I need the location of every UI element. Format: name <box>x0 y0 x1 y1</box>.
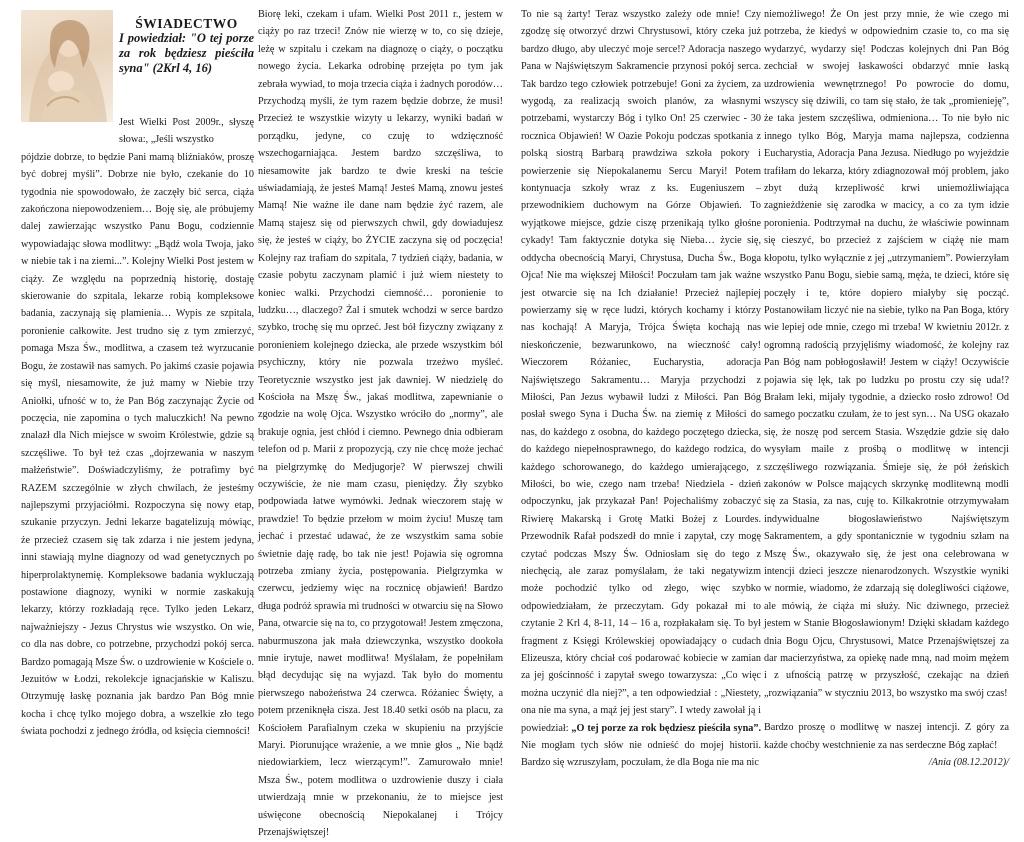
column-3 <box>521 6 761 772</box>
column-1 <box>21 6 254 741</box>
intro-text: Jest Wielki Post 2009r., słyszę słowa:, „Jeśli wszystko <box>119 117 254 146</box>
column-3-text-a: To nie są żarty! Teraz wszystko zależy ode mnie! Czy zgodzę się otworzyć drzwi Chrystusowi, który czeka już bardzo długo, aby uleczyć moje serce!? Adoracja naszego Pana w Najświętszym Sakramencie przynosi pokój serca. Tak bardzo tego człowiek potrzebuje! Goni za życiem, za wygodą, za realizacją swoich planów, za własnymi potrzebami, wystarczy Bóg i tylko On! 25 czerwiec - 30 rocznica Objawień! W Oazie Pokoju podczas spotkania z polską siostrą Barbarą prawdziwa szkoła pokory i powierzenie się Niepokalanemu Sercu Maryi! Potem kontynuacja szkoły wraz z ks. Eugeniuszem – przewodnikiem duchowym na Górze Objawień. To wyjątkowe miejsce, gdzie ciszę przenikają tylko głośne cykady! Tam faktycznie dotyka się Nieba… życie się, oddycha obecnością Maryi, Chrystusa, Ducha Św., Boga Ojca! Nie ma większej Miłości! Poczułam tam jak ważne jest otwarcie się na Ich działanie! Przecież najlepiej powierzamy się w ręce ludzi, których kochamy i którzy nas kochają! A Maryja, Trójca Święta kochają nas nieskończenie, bezwarunkowo, na wieczność cały! Wieczorem Różaniec, Eucharystia, adoracja Najświętszego Sakramentu… Maryja przychodzi z Miłości, Pan Jezus wybawił ludzi z Miłości. Pan Bóg posłał swego Syna i Ducha Św. na ziemię z Miłości do nas, do każdego z osobna, do każdego poczętego dziecka, do każdego niepełnosprawnego, do każdego rodzica, do każdego schorowanego, do każdego umierającego, z Miłości, bo wie, czego nam trzeba! Niedziela - dzień odpoczynku, jak przykazał Pan! Pojechaliśmy zobaczyć Riwierę Makarską i Grotę Matki Bożej z Lourdes. Przewodnik Rafał podszedł do mnie i zapytał, czy mogę czytać podczas Mszy Św. Odniosłam się do tego z niechęcią, ale zaraz pomyślałam, że taki negatywizm może pochodzić tylko od złego, więc szybko odpowiedziałam, że przeczytam. Gdy pokazał mi to czytanie 2 Krl 4, 8-11, 14 – 16 a, rozpłakałam się. To był fragment z Księgi Królewskiej opowiadający o cudach Elizeusza, który chciał coś podarować kobiecie w zamian za jej gościnność i zapytał swego towarzysza: „Co więc można uczynić dla niej?”, a ten odpowiedział : „Niestety, ona nie ma syna, a mąż jej jest stary”. I wtedy zawołał ją i powiedział: <box>521 9 761 734</box>
column-3-text-b: Nie mogłam tych słów nie odnieść do mojej historii. Bardzo się wzruszyłam, poczułam, że dla Boga nie ma nic <box>521 740 761 769</box>
column-1-text: pójdzie dobrze, to będzie Pani mamą bliźniaków, proszę być dobrej myśli”. Dobrze nie było, czekanie do 10 tygodnia nie spowodowało, że zaczęły bić serca, ciąża zakończona niepowodzeniem… Boję się, ale próbujemy dalej zawierzając wszystko Panu Bogu, codziennie wypowiadając słowa modlitwy: „Bądź wola Twoja, jako w niebie tak i na ziemi...”. Kolejny Wielki Post jestem w ciąży. Ze względu na poprzednią historię, dostaję skierowanie do szpitala, lekarze robią kompleksowe badania, zaczynają się plamienia… Wypis ze szpitala, poronienie całkowite. Jest trudno się z tym zmierzyć, pomaga Msza Św., modlitwa, a czasem też wyrzucanie Bogu, że zostawił nas samych. Po jakimś czasie pojawia się myśl, niesamowite, że już mamy w Niebie trzy Aniołki, ufność w to, że Pan Bóg zaczynając Życie od poczęcia, nie zapomina o tych maluczkich! Na pewno znalazł dla Nich miejsce w swoim Królestwie, gdzie są szczęśliwe. To był też czas „dojrzewania w naszym małżeństwie”. Doświadczyliśmy, że potrafimy być RAZEM szczególnie w złych chwilach, że jesteśmy najlepszymi przyjaciółmi. Rozpoczyna się nowy etap, szukanie przyczyn. Jedni lekarze bagatelizują mówiąc, że przecież czasem się tak zdarza i nie jestem jedyna, inni stawiają mylne diagnozy od wad genetycznych po hiperprolaktynemię. Kompleksowe badania wykluczają postawione diagnozy, wyniki w normie zaskakują lekarzy, którzy rozkładają ręce. Tylko jeden Lekarz, najważniejszy - Jezus Chrystus wie wszystko. On wie, co dla nas dobre, co potrzebne, przychodzi pokój serca. Bardzo pomagają Msze Św. o uzdrowienie w Kościele o. Jezuitów w Łodzi, rekolekcje ignacjańskie w Kaliszu. Otrzymuję łaskę poznania jak bardzo Pan Bóg mnie kocha i chcę tylko mojego dobra, a wszelkie zło tego świata pochodzi z jednego źródła, od księcia ciemności! <box>21 151 254 738</box>
article-subtitle: I powiedział: "O tej porze za rok będziesz pieściła syna" (2Krl 4, 16) <box>119 31 254 75</box>
column-4-text: niemożliwego! Że On jest przy mnie, że wie czego mi potrzeba, że kiedyś w odpowiednim czasie to, co ma się wydarzyć, wydarzy się! Podczas kolejnych dni Pan Bóg zechciał w swojej łaskawości obdarzyć mnie łaską uzdrowienia wewnętrznego! Po powrocie do domu, wszyscy się dziwili, co tam się stało, że tak „promienieję”, że taka jestem szczęśliwa, odmieniona… To nie było nic innego tylko Bóg, Maryja mama najlepsza, codzienna Eucharystia, Adoracja Pana Jezusa. Niedługo po wyjeździe trafiłam do lekarza, który zdiagnozował mój problem, jako zbyt dużą krzepliwość krwi uniemożliwiająca zagnieżdżenie się zarodka w macicy, a co za tym idzie poronienia. Podtrzymał na duchu, że właściwie powinnam się cieszyć, bo przecież z zajściem w ciążę nie mam kłopotu, tylko wyłącznie z jej „utrzymaniem”. Powierzyłam wszystko Panu Bogu, siebie samą, męża, te dzieci, które się poczęły i te, które dopiero miałyby się począć. Postanowiłam liczyć nie na siebie, tylko na Pan Boga, który wie lepiej ode mnie, czego mi trzeba! W kwietniu 2012r. z ogromną radością przyjęliśmy wiadomość, że kolejny raz Pan Bóg nam pobłogosławił! Jestem w ciąży! Oczywiście pojawia się lęk, tak po ludzku po prostu czy się uda!? Brałam leki, mijały tygodnie, a dziecko rosło zdrowo! Od samego poczatku czułam, że to jest syn… Na USG okazało się, że noszę pod sercem Stasia. Wszędzie gdzie się dało wysyłam maile z prośbą o modlitwę w intencji szczęśliwego rozwiązania. Śmieje się, że pół żeńskich zakonów w Polsce mających skrzynkę modlitewną modli się za Stasia, za nas, cuję to. Kilkakrotnie otrzymywałam indywidualne błogosławieństwo Najświętszym Sakramentem, a gdy spontanicznie w tygodniu szłam na Mszę Św., okazywało się, że jest ona celebrowana w intencji dzieci jeszcze nienarodzonych. Wszystkie wyniki w normie, wiadomo, że zdarzają się dolegliwości ciążowe, ale mówią, że ciąża mi służy. Nic dziwnego, przecież jestem w Stanie Błogosławionym! Dzięki składam każdego dnia Bogu Ojcu, Chrystusowi, Matce Przenajświętszej za dar macierzyństwa, za opiekę nade mną, nad moim mężem i z ufnością patrzę w przyszłość, czekając na dzień „rozwiązania” w styczniu 2013, bo wszystko ma swój czas! <box>764 9 1009 699</box>
closing-request: Bardzo proszę o modlitwę w naszej intencji. Z góry za każde choćby westchnienie za nas serdeczne Bóg zapłać! <box>764 722 1009 751</box>
signature: /Ania (08.12.2012)/ <box>928 757 1009 769</box>
scripture-quote: „O tej porze za rok będziesz pieściła syna”. <box>571 722 761 734</box>
madonna-with-child-image <box>21 10 113 122</box>
article-title: ŚWIADECTWO <box>135 16 238 31</box>
title-block <box>119 16 254 76</box>
column-4 <box>764 6 1009 771</box>
column-3-text <box>521 6 761 772</box>
article-header <box>21 6 254 114</box>
column-2 <box>258 6 503 842</box>
column-2-text: Biorę leki, czekam i ufam. Wielki Post 2011 r., jestem w ciąży po raz trzeci! Znów nie wierzę w to, co się dzieje, leżę w szpitalu i czekam na diagnozę o ciąży, o początku nowego życia. Lekarka odrobinę przejęta po tym jak zebrała wywiad, to moja trzecia ciąża i żadnych porodów… Przychodzą myśli, że tym razem będzie dobrze, że musi! Przecież te wszystkie wizyty u lekarzy, wyniki badań w porządku, jedyne, co czuję to wdzięczność wszechogarniająca. Jestem bardzo szczęśliwa, to niesamowite jak bardzo te dwie kreski na teście uświadamiają, że jesteś Mamą! Jesteś Mamą, znowu jesteś Mamą! Nie ważne ile dane nam będzie żyć razem, ale Mamą stajesz się od pierwszych chwil, gdy dowiadujesz się, że jesteś w ciąży, bo ŻYCIE zaczyna się od poczęcia! Kolejny raz trafiam do szpitala, 7 tydzień ciąży, badania, w czasie pobytu zaczynam plamić i już wiem niestety to koniec walki. Przychodzi ciemność… poronienie to ludzku…, dlaczego? Żal i smutek wchodzi w serce bardzo szybko, trochę się mu oprzeć. Jest bół fizyczny związany z poronieniem kolejnego dziecka, ale przede wszystkim ból psychiczny, który nie pozwala trzeźwo myśleć. Teoretycznie wszystko jest jak dawniej. W niedzielę do Kościoła na Mszę Św., jakaś modlitwa, zapewnianie o zgodzie na wolę Ojca. Wszystko wróciło do „normy”, ale brakuje ognia, jest chłód i ciemno. Pewnego dnia odbieram telefon od p. Marii z propozycją, czy nie chcę może jechać na pielgrzymkę do Medjugorje? W pierwszej chwili oczywiście, że nie mam czasu, pieniędzy. Źły szybko podpowiada łatwe wymówki. Jednak wieczorem staję w prawdzie! To będzie przełom w moim życiu! Muszę tam jechać i przestać udawać, że ze wszystkim sama sobie świetnie daję radę, bo tak nie jest! Pojawia się ogromna potrzeba zmiany życia, postępowania. Pielgrzymka w czerwcu, jedziemy więc na rocznicę objawień! Bardzo długa podróż sprawia mi trudności w otwarciu się na Słowo Pana, otwarcie się na to, co przygotował! Jestem zmęczona, naburmuszona jak mała dziewczynka, wszystko dookoła mnie irytuje, nawet modlitwa! Myślałam, że popełniłam błąd decydując się na wyjazd. Tak było do momentu pierwszego nabożeństwa 24 czerwca. Różaniec Święty, a potem przeniknęła cisza. Jest 18.40 setki osób na placu, za Kościołem Parafialnym czeka w skupieniu na przyjście Maryi. Piorunujące wrażenie, a we mnie głos „ Nie bądź niedowiarkiem, lecz wierzącym!”. Zamurowało mnie! Msza Św., potem modlitwa o uzdrowienie duszy i ciała utwierdzają mnie w przekonaniu, że to miejsce jest uświęcone obecnością Niepokalanej i Trójcy Przenajświętszej! <box>258 9 503 839</box>
madonna-illustration <box>21 10 113 122</box>
